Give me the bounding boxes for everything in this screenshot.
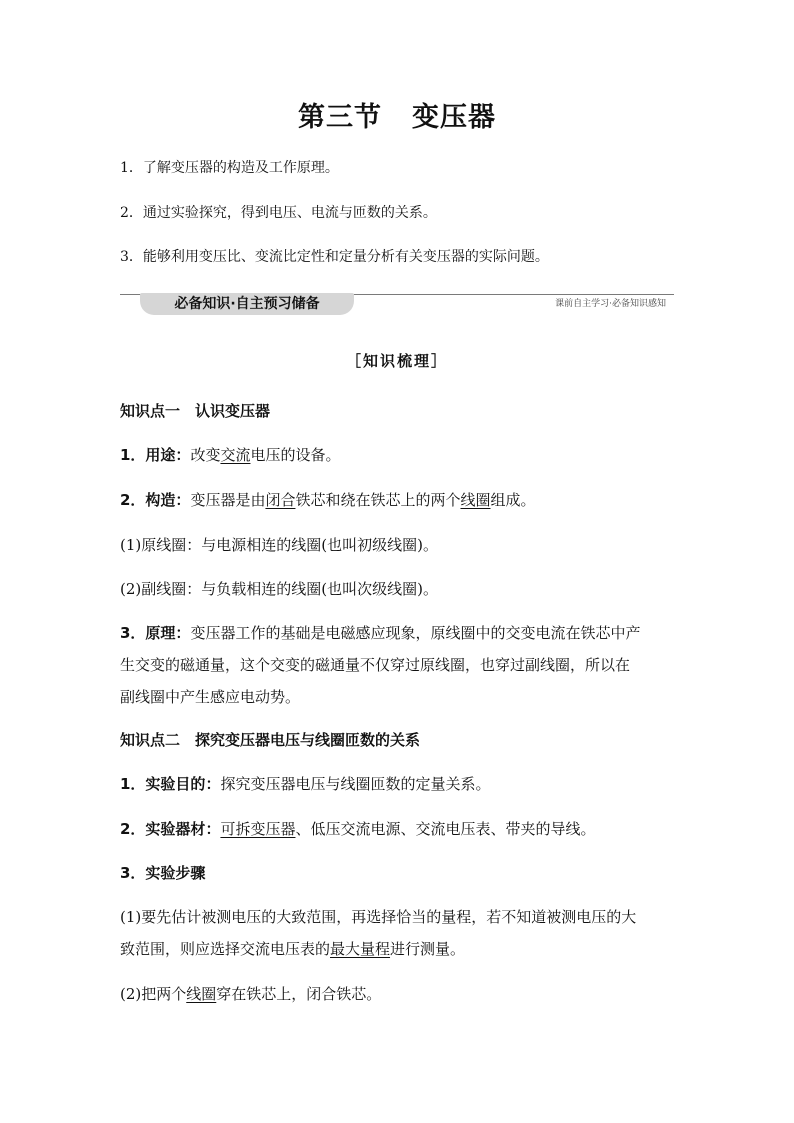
kp1-structure-underline-1: 闭合 (265, 491, 296, 509)
kp2-step2-post: 穿在铁芯上，闭合铁芯。 (216, 985, 382, 1003)
kp2-equipment (120, 818, 595, 840)
title-part1: 第三节 (298, 102, 382, 133)
title-part2: 变压器 (412, 102, 496, 133)
kp1-primary: (1)原线圈：与电源相连的线圈(也叫初级线圈)。 (120, 536, 438, 554)
kp1-principle-text1: 变压器工作的基础是电磁感应现象，原线圈中的交变电流在铁芯中产 (190, 624, 641, 642)
kp1-heading: 知识点一 认识变压器 (120, 402, 271, 420)
banner-label: 必备知识·自主预习储备 (140, 293, 354, 315)
kp2-step1 (120, 906, 676, 970)
kp2-equipment-label: 2．实验器材： (120, 820, 221, 838)
kp2-step1-line2 (120, 938, 676, 960)
kp2-equipment-underline: 可拆变压器 (220, 820, 296, 838)
kp2-step1-underline: 最大量程 (330, 940, 391, 958)
kp2-step1-post: 进行测量。 (390, 940, 466, 958)
section-title: ［知识梳理］ (345, 352, 448, 370)
kp1-use-label: 1．用途： (120, 446, 191, 464)
kp1-structure-underline-2: 线圈 (460, 491, 491, 509)
kp2-equipment-post: 、低压交流电源、交流电压表、带夹的导线。 (295, 820, 596, 838)
kp1-use (120, 444, 340, 466)
kp1-principle-line3: 副线圈中产生感应电动势。 (120, 688, 301, 706)
page-title (0, 98, 794, 138)
section-banner (120, 290, 674, 318)
kp1-principle-line2: 生交变的磁通量，这个交变的磁通量不仅穿过原线圈，也穿过副线圈，所以在 (120, 656, 631, 674)
objective-3: 3．能够利用变压比、变流比定性和定量分析有关变压器的实际问题。 (120, 249, 549, 265)
kp1-structure-label: 2．构造： (120, 491, 191, 509)
objective-2: 2．通过实验探究，得到电压、电流与匝数的关系。 (120, 205, 437, 221)
kp1-principle-label: 3．原理： (120, 624, 191, 642)
kp2-purpose (120, 773, 490, 795)
kp1-use-pre: 改变 (190, 446, 221, 464)
kp2-step1-pre: 致范围，则应选择交流电压表的 (120, 940, 331, 958)
kp2-purpose-label: 1．实验目的： (120, 775, 221, 793)
kp2-purpose-text: 探究变压器电压与线圈匝数的定量关系。 (220, 775, 491, 793)
kp2-step2-pre: (2)把两个 (120, 985, 187, 1003)
kp1-principle-line1 (120, 622, 676, 644)
kp2-step1-line1: (1)要先估计被测电压的大致范围，再选择恰当的量程，若不知道被测电压的大 (120, 908, 637, 926)
kp1-use-post: 电压的设备。 (250, 446, 341, 464)
kp1-secondary: (2)副线圈：与负载相连的线圈(也叫次级线圈)。 (120, 580, 438, 598)
kp1-structure-post: 组成。 (490, 491, 536, 509)
banner-note: 课前自主学习·必备知识感知 (555, 299, 666, 309)
objective-1: 1．了解变压器的构造及工作原理。 (120, 160, 339, 176)
kp2-heading: 知识点二 探究变压器电压与线圈匝数的关系 (120, 731, 421, 749)
kp2-steps-heading: 3．实验步骤 (120, 864, 206, 882)
kp2-step2-underline: 线圈 (186, 985, 217, 1003)
kp1-structure (120, 489, 536, 511)
kp1-structure-pre: 变压器是由 (190, 491, 266, 509)
kp2-step2 (120, 983, 381, 1005)
kp1-use-underline: 交流 (220, 446, 251, 464)
kp1-principle (120, 622, 676, 718)
kp1-structure-mid: 铁芯和绕在铁芯上的两个 (295, 491, 461, 509)
